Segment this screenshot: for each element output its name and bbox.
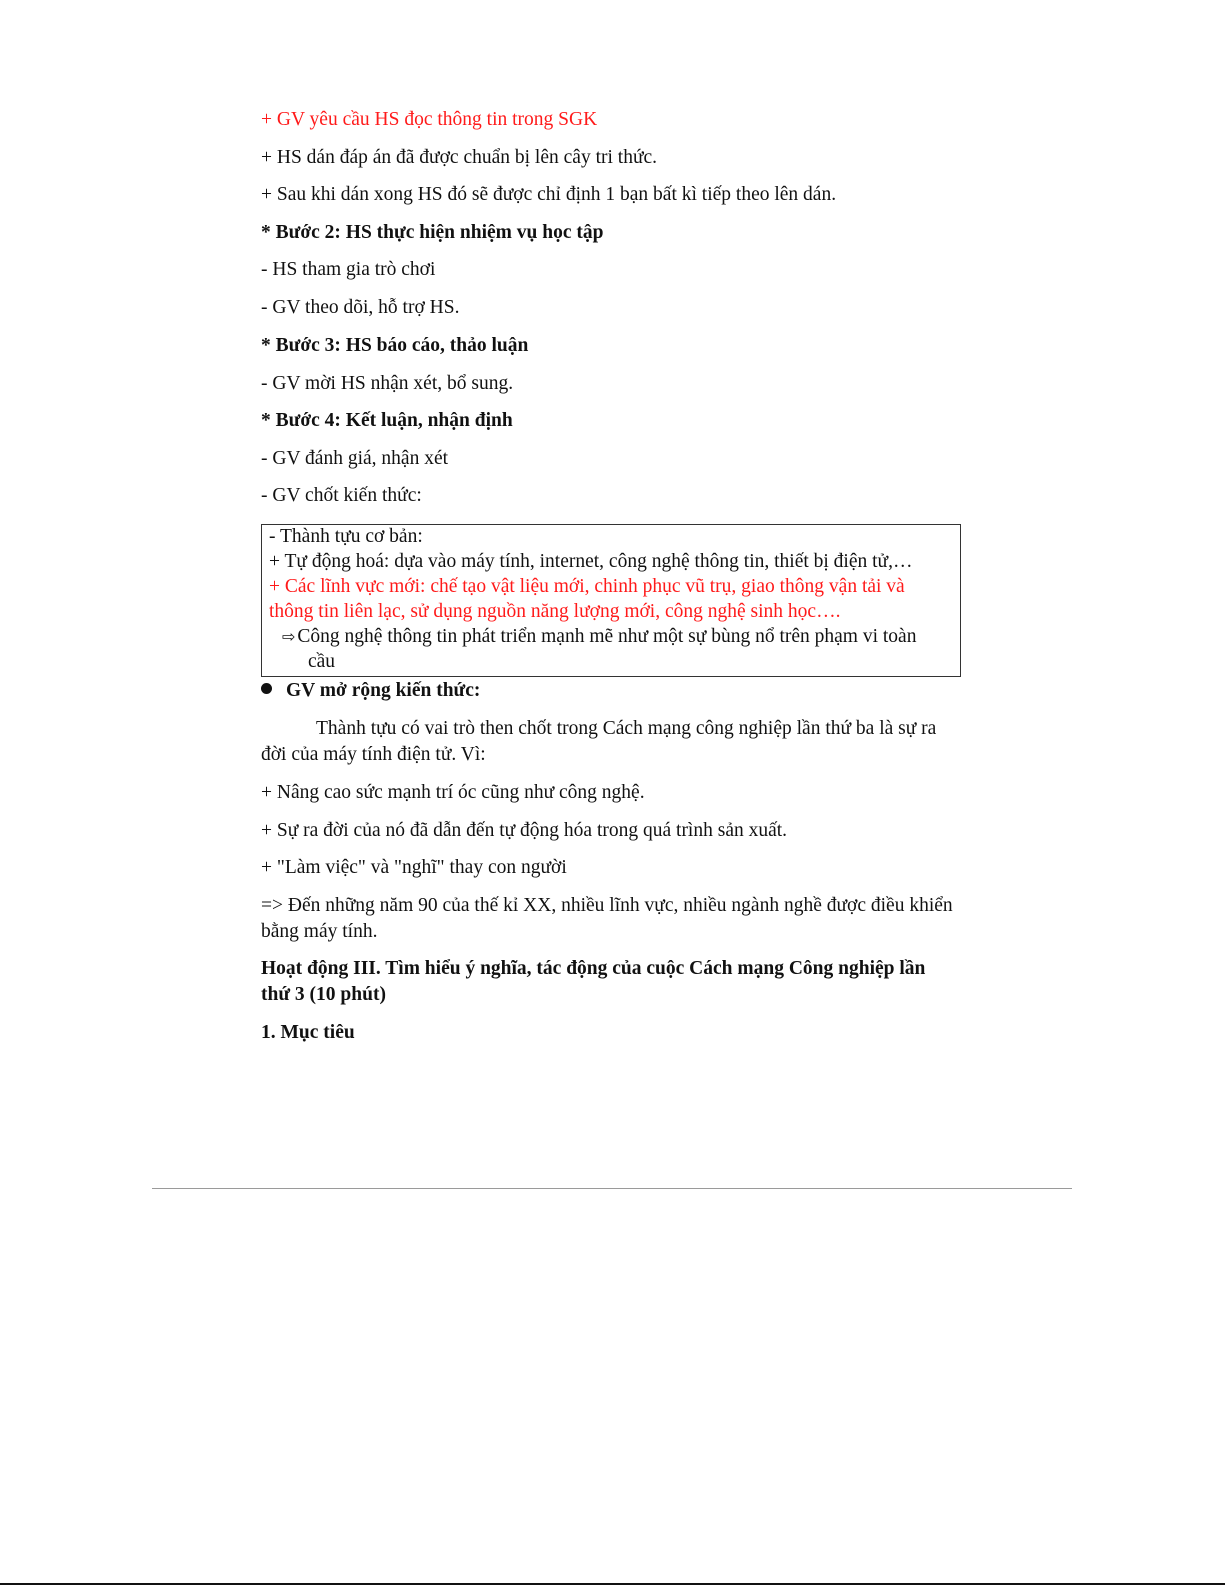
arrow-right-icon: ⇨	[282, 627, 296, 646]
text-line-hs-paste: + HS dán đáp án đã được chuẩn bị lên cây tri thức.	[261, 147, 658, 168]
text-line-comment: - GV mời HS nhận xét, bổ sung.	[261, 373, 514, 394]
step-4-heading: * Bước 4: Kết luận, nhận định	[261, 410, 513, 431]
box-line-it-growth-text: Công nghệ thông tin phát triển mạnh mẽ như một sự bùng nổ trên phạm vi toàn	[297, 626, 917, 647]
expand-knowledge-label: GV mở rộng kiến thức:	[286, 680, 481, 701]
box-line-it-growth	[282, 625, 916, 649]
text-line-support: - GV theo dõi, hỗ trợ HS.	[261, 297, 460, 318]
point-work-think: + "Làm việc" và "nghĩ" thay con người	[261, 857, 567, 878]
box-line-new-fields: + Các lĩnh vực mới: chế tạo vật liệu mới, chinh phục vũ trụ, giao thông vận tải và	[269, 576, 905, 597]
activity-3-heading-cont: thứ 3 (10 phút)	[261, 984, 386, 1005]
conclusion-line: => Đến những năm 90 của thế kỉ XX, nhiều lĩnh vực, nhiều ngành nghề được điều khiển	[261, 895, 953, 916]
page-divider	[152, 1188, 1072, 1189]
text-line-next-student: + Sau khi dán xong HS đó sẽ được chỉ định 1 bạn bất kì tiếp theo lên dán.	[261, 184, 837, 205]
step-3-heading: * Bước 3: HS báo cáo, thảo luận	[261, 335, 529, 356]
expand-knowledge-heading	[261, 679, 480, 703]
bullet-icon	[261, 683, 272, 694]
activity-3-heading: Hoạt động III. Tìm hiểu ý nghĩa, tác động của cuộc Cách mạng Công nghiệp lần	[261, 958, 926, 979]
box-line-achievements: - Thành tựu cơ bản:	[269, 526, 423, 547]
point-brain-power: + Nâng cao sức mạnh trí óc cũng như công nghệ.	[261, 782, 645, 803]
box-line-it-growth-cont: cầu	[308, 651, 336, 672]
point-automation: + Sự ra đời của nó đã dẫn đến tự động hóa trong quá trình sản xuất.	[261, 820, 788, 841]
box-line-automation: + Tự động hoá: dựa vào máy tính, internet, công nghệ thông tin, thiết bị điện tử,…	[269, 551, 913, 572]
step-2-heading: * Bước 2: HS thực hiện nhiệm vụ học tập	[261, 222, 604, 243]
paragraph-key-achievement-cont: đời của máy tính điện tử. Vì:	[261, 744, 486, 765]
paragraph-key-achievement: Thành tựu có vai trò then chốt trong Cách mạng công nghiệp lần thứ ba là sự ra	[316, 718, 937, 739]
text-line-evaluate: - GV đánh giá, nhận xét	[261, 448, 449, 469]
text-line-summarize: - GV chốt kiến thức:	[261, 485, 422, 506]
text-line-gv-request: + GV yêu cầu HS đọc thông tin trong SGK	[261, 109, 598, 130]
section-objectives-heading: 1. Mục tiêu	[261, 1022, 355, 1043]
text-line-game: - HS tham gia trò chơi	[261, 259, 436, 280]
conclusion-line-cont: bằng máy tính.	[261, 921, 378, 942]
box-line-new-fields-cont: thông tin liên lạc, sử dụng nguồn năng lượng mới, công nghệ sinh học….	[269, 601, 841, 622]
knowledge-box	[261, 524, 961, 677]
